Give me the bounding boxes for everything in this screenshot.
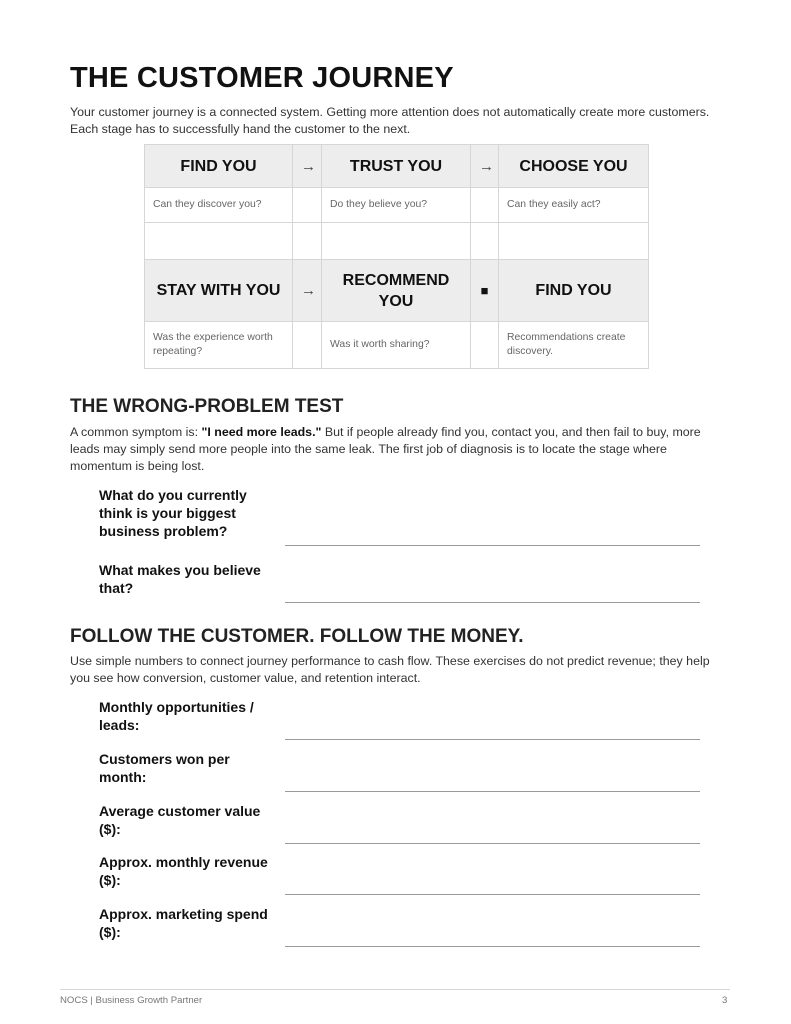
empty-cell xyxy=(471,223,499,260)
empty-cell xyxy=(293,188,322,223)
field-label: Monthly opportunities / leads: xyxy=(99,699,254,733)
monthly-leads-field xyxy=(99,698,700,740)
customer-value-field xyxy=(99,802,700,844)
field-label: Approx. monthly revenue ($): xyxy=(99,854,268,888)
journey-question-row-2 xyxy=(145,322,649,369)
square-icon: ■ xyxy=(471,260,499,322)
customer-value-answer-line[interactable] xyxy=(285,843,700,844)
stage-stay-with-you: STAY WITH YOU xyxy=(145,260,293,322)
belief-reason-answer-line[interactable] xyxy=(285,602,700,603)
stage-question: Can they discover you? xyxy=(145,188,293,223)
follow-money-heading: FOLLOW THE CUSTOMER. FOLLOW THE MONEY. xyxy=(70,626,524,647)
wrong-problem-heading: THE WRONG-PROBLEM TEST xyxy=(70,396,344,417)
journey-stage-row-1 xyxy=(145,145,649,188)
customers-won-answer-line[interactable] xyxy=(285,791,700,792)
intro-paragraph: Your customer journey is a connected system. Getting more attention does not automatically create more customers. Each stage has to successfully hand the customer to the next. xyxy=(70,105,710,136)
empty-cell xyxy=(322,223,471,260)
marketing-spend-answer-line[interactable] xyxy=(285,946,700,947)
stage-find-you: FIND YOU xyxy=(145,145,293,188)
biggest-problem-answer-line[interactable] xyxy=(285,545,700,546)
field-label: What makes you believe that? xyxy=(99,562,261,596)
bold-quote: "I need more leads." xyxy=(201,425,322,439)
monthly-leads-answer-line[interactable] xyxy=(285,739,700,740)
empty-cell xyxy=(471,322,499,369)
monthly-revenue-answer-line[interactable] xyxy=(285,894,700,895)
empty-cell xyxy=(471,188,499,223)
paragraph-text: But if people already find you, contact you, and then fail to buy, more leads may simply send more people into the same leak. The first job of diagnosis is to locate the stage where momentum is being lost. xyxy=(70,425,701,473)
stage-question: Was the experience worth repeating? xyxy=(145,322,293,369)
wrong-problem-paragraph xyxy=(70,424,726,475)
journey-stage-row-2 xyxy=(145,260,649,322)
arrow-icon: → xyxy=(293,145,322,188)
monthly-revenue-field xyxy=(99,853,700,895)
stage-question: Can they easily act? xyxy=(499,188,649,223)
belief-reason-field xyxy=(99,561,700,603)
arrow-icon: → xyxy=(293,260,322,322)
customer-journey-table xyxy=(144,144,649,369)
page-number: 3 xyxy=(722,995,728,1006)
journey-spacer-row xyxy=(145,223,649,260)
journey-question-row-1 xyxy=(145,188,649,223)
empty-cell xyxy=(499,223,649,260)
biggest-problem-field xyxy=(99,486,700,546)
empty-cell xyxy=(293,322,322,369)
stage-trust-you: TRUST YOU xyxy=(322,145,471,188)
stage-recommend-you: RECOMMEND YOU xyxy=(322,260,471,322)
footer-brand: NOCS | Business Growth Partner xyxy=(60,995,203,1006)
field-label: What do you currently think is your biggest business problem? xyxy=(99,487,247,539)
field-label: Approx. marketing spend ($): xyxy=(99,906,268,940)
stage-question: Do they believe you? xyxy=(322,188,471,223)
arrow-icon: → xyxy=(471,145,499,188)
stage-find-you-loop: FIND YOU xyxy=(499,260,649,322)
field-label: Customers won per month: xyxy=(99,751,230,785)
marketing-spend-field xyxy=(99,905,700,947)
follow-money-paragraph: Use simple numbers to connect journey performance to cash flow. These exercises do not predict revenue; they help you see how conversion, customer value, and retention interact. xyxy=(70,654,710,685)
footer-divider xyxy=(60,989,730,990)
stage-choose-you: CHOOSE YOU xyxy=(499,145,649,188)
empty-cell xyxy=(293,223,322,260)
empty-cell xyxy=(145,223,293,260)
stage-question: Was it worth sharing? xyxy=(322,322,471,369)
customers-won-field xyxy=(99,750,700,792)
field-label: Average customer value ($): xyxy=(99,803,261,837)
paragraph-text: A common symptom is: xyxy=(70,425,202,439)
stage-question: Recommendations create discovery. xyxy=(499,322,649,369)
page-title: THE CUSTOMER JOURNEY xyxy=(70,62,454,94)
